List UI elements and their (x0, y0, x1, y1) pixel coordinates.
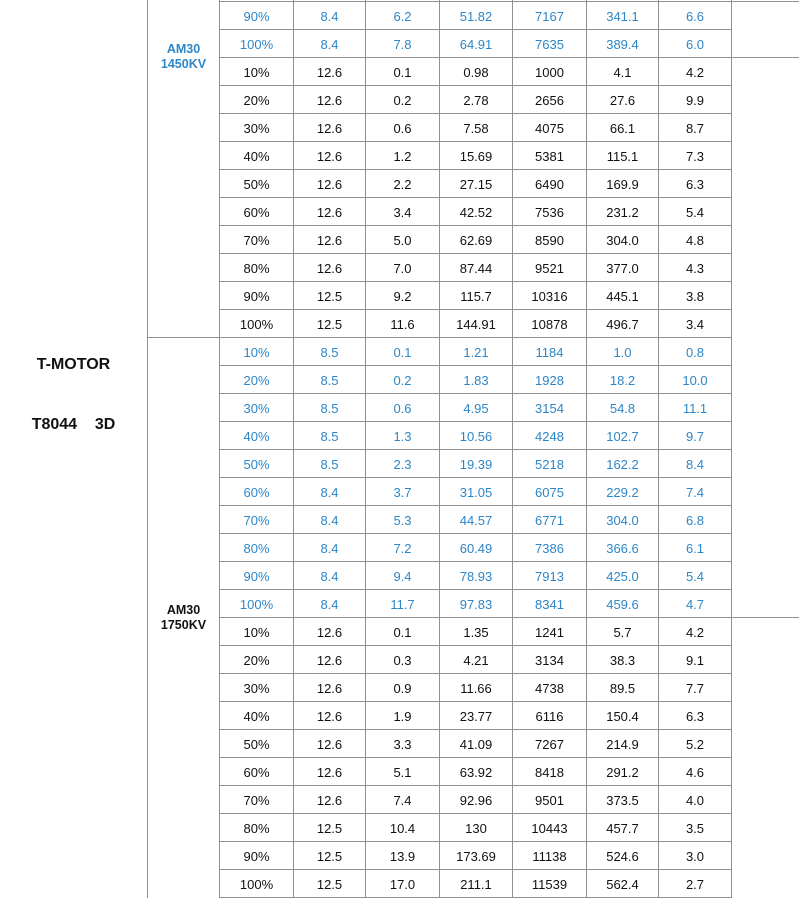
cell-power: 51.82 (459, 9, 493, 24)
cell-rpm: 11138 (532, 849, 567, 864)
cell-efficiency: 3.4 (685, 317, 705, 332)
cell-thrust: 373.5 (606, 793, 639, 808)
cell-power: 92.96 (459, 793, 493, 808)
row-border (220, 477, 732, 478)
cell-voltage: 12.6 (316, 793, 343, 808)
row-border (220, 813, 732, 814)
cell-rpm: 1000 (535, 65, 564, 80)
cell-current: 3.3 (393, 737, 412, 752)
cell-thrust: 229.2 (606, 485, 639, 500)
cell-rpm: 5218 (535, 457, 564, 472)
cell-current: 2.2 (393, 177, 412, 192)
cell-voltage: 8.5 (320, 373, 339, 388)
row-border (220, 561, 732, 562)
cell-current: 9.4 (393, 569, 412, 584)
cell-rpm: 1184 (535, 345, 564, 360)
cell-efficiency: 4.2 (685, 625, 705, 640)
cell-power: 64.91 (459, 37, 493, 52)
cell-efficiency: 3.8 (685, 289, 705, 304)
cell-voltage: 12.6 (316, 149, 343, 164)
cell-power: 42.52 (459, 205, 493, 220)
cell-throttle: 50% (243, 737, 270, 752)
cell-efficiency: 8.7 (685, 121, 705, 136)
cell-throttle: 70% (243, 233, 270, 248)
cell-rpm: 10316 (531, 289, 568, 304)
cell-power: 87.44 (459, 261, 493, 276)
cell-rpm: 7913 (535, 569, 564, 584)
cell-power: 62.69 (459, 233, 493, 248)
cell-power: 15.69 (459, 149, 493, 164)
cell-current: 13.9 (389, 849, 416, 864)
cell-power: 60.49 (459, 541, 493, 556)
row-border (220, 85, 732, 86)
cell-thrust: 66.1 (609, 121, 636, 136)
cell-rpm: 6116 (535, 709, 564, 724)
cell-thrust: 89.5 (609, 681, 636, 696)
cell-voltage: 12.6 (316, 65, 343, 80)
cell-efficiency: 8.4 (685, 457, 705, 472)
cell-efficiency: 6.8 (685, 513, 705, 528)
motor-name (0, 315, 147, 475)
cell-efficiency: 6.0 (685, 37, 705, 52)
cell-throttle: 50% (243, 177, 270, 192)
row-border (220, 1, 799, 2)
row-border (220, 757, 732, 758)
cell-rpm: 6771 (535, 513, 564, 528)
cell-rpm: 6075 (535, 485, 564, 500)
cell-throttle: 100% (239, 37, 274, 52)
cell-efficiency: 6.3 (685, 177, 705, 192)
cell-power: 4.21 (463, 653, 489, 668)
cell-efficiency: 7.3 (685, 149, 705, 164)
cell-current: 0.3 (393, 653, 412, 668)
cell-thrust: 231.2 (606, 205, 639, 220)
row-border (220, 869, 732, 870)
cell-current: 1.3 (393, 429, 412, 444)
cell-voltage: 12.5 (316, 877, 343, 892)
cell-rpm: 4248 (535, 429, 564, 444)
cell-throttle: 90% (243, 569, 270, 584)
cell-throttle: 10% (243, 625, 270, 640)
cell-throttle: 40% (243, 429, 270, 444)
cell-thrust: 457.7 (606, 821, 639, 836)
cell-throttle: 40% (243, 709, 270, 724)
cell-throttle: 50% (243, 457, 270, 472)
cell-throttle: 60% (243, 485, 270, 500)
cell-thrust: 496.7 (606, 317, 639, 332)
cell-power: 173.69 (456, 849, 496, 864)
cell-efficiency: 9.9 (685, 93, 705, 108)
cell-efficiency: 5.4 (685, 569, 705, 584)
cell-voltage: 12.6 (316, 177, 343, 192)
cell-efficiency: 2.7 (685, 877, 705, 892)
row-border (220, 701, 732, 702)
row-border (220, 505, 732, 506)
cell-current: 0.1 (393, 345, 412, 360)
cell-efficiency: 4.0 (685, 793, 705, 808)
cell-thrust: 366.6 (606, 541, 639, 556)
cell-rpm: 1241 (535, 625, 564, 640)
prop-kv: 1450KV (160, 57, 207, 71)
cell-rpm: 9501 (535, 793, 564, 808)
cell-efficiency: 6.6 (685, 9, 705, 24)
cell-throttle: 70% (243, 513, 270, 528)
cell-throttle: 100% (239, 317, 274, 332)
cell-efficiency: 11.1 (682, 401, 708, 416)
cell-rpm: 9521 (535, 261, 564, 276)
cell-current: 0.6 (393, 401, 412, 416)
cell-efficiency: 3.0 (685, 849, 705, 864)
cell-rpm: 7167 (535, 9, 564, 24)
cell-voltage: 12.6 (316, 625, 343, 640)
cell-power: 211.1 (460, 877, 492, 892)
cell-current: 1.9 (393, 709, 412, 724)
cell-efficiency: 10.0 (682, 373, 708, 388)
cell-rpm: 4075 (535, 121, 564, 136)
cell-current: 11.7 (390, 597, 415, 612)
cell-current: 3.4 (393, 205, 412, 220)
cell-power: 1.21 (463, 345, 489, 360)
cell-thrust: 524.6 (606, 849, 639, 864)
cell-power: 4.95 (463, 401, 489, 416)
cell-voltage: 12.6 (316, 737, 343, 752)
cell-rpm: 7536 (535, 205, 564, 220)
cell-efficiency: 4.3 (685, 261, 705, 276)
prop-kv: 1750KV (160, 618, 207, 632)
cell-efficiency: 0.8 (685, 345, 705, 360)
cell-throttle: 10% (243, 345, 270, 360)
cell-thrust: 304.0 (606, 513, 639, 528)
cell-thrust: 562.4 (606, 877, 639, 892)
cell-voltage: 8.5 (320, 457, 339, 472)
cell-power: 130 (465, 821, 487, 836)
cell-thrust: 341.1 (606, 9, 639, 24)
cell-throttle: 10% (243, 65, 270, 80)
cell-power: 1.35 (463, 625, 489, 640)
row-border (220, 113, 732, 114)
cell-efficiency: 4.7 (685, 597, 705, 612)
cell-current: 0.6 (393, 121, 412, 136)
cell-power: 0.98 (463, 65, 489, 80)
cell-current: 0.1 (393, 65, 412, 80)
cell-rpm: 7267 (535, 737, 564, 752)
cell-current: 1.2 (393, 149, 412, 164)
cell-rpm: 10878 (531, 317, 568, 332)
cell-current: 5.3 (393, 513, 412, 528)
row-border (220, 841, 732, 842)
cell-current: 7.8 (393, 37, 412, 52)
cell-current: 5.0 (393, 233, 412, 248)
cell-thrust: 389.4 (606, 37, 639, 52)
row-border (220, 309, 732, 310)
cell-power: 97.83 (459, 597, 493, 612)
cell-voltage: 12.6 (316, 765, 343, 780)
prop-model: AM30 (166, 42, 201, 56)
cell-rpm: 11539 (531, 877, 568, 892)
cell-throttle: 30% (243, 681, 270, 696)
cell-voltage: 12.5 (316, 821, 343, 836)
cell-current: 6.2 (393, 9, 412, 24)
row-border (220, 533, 732, 534)
cell-efficiency: 3.5 (685, 821, 705, 836)
row-border (220, 29, 732, 30)
cell-current: 3.7 (393, 485, 412, 500)
cell-voltage: 8.5 (320, 345, 339, 360)
cell-voltage: 8.4 (320, 541, 339, 556)
row-border (220, 169, 732, 170)
row-border (220, 785, 732, 786)
cell-thrust: 425.0 (606, 569, 639, 584)
cell-thrust: 214.9 (606, 737, 639, 752)
cell-current: 5.1 (393, 765, 412, 780)
cell-voltage: 8.4 (320, 597, 339, 612)
cell-throttle: 70% (243, 793, 270, 808)
row-border (220, 393, 732, 394)
cell-power: 19.39 (459, 457, 493, 472)
cell-efficiency: 4.2 (685, 65, 705, 80)
cell-current: 9.2 (393, 289, 412, 304)
cell-rpm: 7386 (535, 541, 564, 556)
cell-thrust: 4.1 (613, 65, 632, 80)
cell-rpm: 6490 (535, 177, 564, 192)
cell-efficiency: 4.6 (685, 765, 705, 780)
motor-model: T8044 3D (31, 416, 116, 433)
cell-voltage: 8.4 (320, 9, 339, 24)
row-border (220, 729, 732, 730)
cell-power: 44.57 (459, 513, 493, 528)
group-separator (147, 337, 220, 338)
cell-power: 2.78 (463, 93, 489, 108)
row-border (220, 225, 732, 226)
cell-efficiency: 9.1 (685, 653, 705, 668)
cell-voltage: 8.5 (320, 429, 339, 444)
cell-power: 10.56 (459, 429, 493, 444)
cell-voltage: 12.6 (316, 681, 343, 696)
cell-current: 0.2 (393, 373, 412, 388)
cell-voltage: 12.6 (316, 709, 343, 724)
cell-power: 144.91 (456, 317, 496, 332)
cell-voltage: 8.4 (320, 37, 339, 52)
cell-rpm: 8418 (535, 765, 564, 780)
prop-label-1750kv (147, 603, 220, 633)
cell-rpm: 1928 (535, 373, 564, 388)
cell-power: 115.7 (460, 289, 492, 304)
cell-throttle: 60% (243, 765, 270, 780)
cell-power: 23.77 (459, 709, 493, 724)
cell-power: 78.93 (459, 569, 493, 584)
cell-voltage: 8.5 (320, 401, 339, 416)
cell-thrust: 162.2 (606, 457, 639, 472)
cell-thrust: 459.6 (606, 597, 639, 612)
cell-efficiency: 7.4 (685, 485, 705, 500)
cell-rpm: 8590 (535, 233, 564, 248)
cell-throttle: 80% (243, 821, 270, 836)
cell-power: 7.58 (463, 121, 489, 136)
cell-power: 1.83 (463, 373, 489, 388)
cell-efficiency: 9.7 (685, 429, 705, 444)
cell-throttle: 90% (243, 289, 270, 304)
cell-current: 0.2 (393, 93, 412, 108)
cell-rpm: 5381 (535, 149, 564, 164)
prop-model: AM30 (166, 603, 201, 617)
cell-current: 0.1 (393, 625, 412, 640)
cell-throttle: 30% (243, 401, 270, 416)
cell-voltage: 12.5 (316, 317, 343, 332)
cell-throttle: 40% (243, 149, 270, 164)
row-border (220, 645, 732, 646)
cell-voltage: 12.6 (316, 233, 343, 248)
cell-efficiency: 7.7 (685, 681, 705, 696)
cell-rpm: 10443 (531, 821, 568, 836)
cell-throttle: 90% (243, 9, 270, 24)
cell-rpm: 4738 (535, 681, 564, 696)
cell-thrust: 102.7 (606, 429, 639, 444)
cell-throttle: 80% (243, 541, 270, 556)
cell-current: 10.4 (389, 821, 416, 836)
cell-thrust: 38.3 (609, 653, 636, 668)
cell-throttle: 100% (239, 597, 274, 612)
cell-throttle: 100% (239, 877, 274, 892)
cell-throttle: 90% (243, 849, 270, 864)
cell-throttle: 80% (243, 261, 270, 276)
cell-voltage: 12.6 (316, 205, 343, 220)
cell-thrust: 150.4 (606, 709, 639, 724)
cell-rpm: 8341 (535, 597, 564, 612)
cell-thrust: 1.0 (613, 345, 632, 360)
cell-voltage: 8.4 (320, 569, 339, 584)
row-border (220, 253, 732, 254)
cell-voltage: 12.6 (316, 653, 343, 668)
cell-thrust: 445.1 (606, 289, 639, 304)
cell-throttle: 20% (243, 93, 270, 108)
cell-throttle: 20% (243, 373, 270, 388)
cell-voltage: 12.6 (316, 93, 343, 108)
row-border (220, 197, 732, 198)
cell-throttle: 60% (243, 205, 270, 220)
motor-brand: T-MOTOR (36, 356, 111, 373)
cell-current: 7.0 (393, 261, 412, 276)
cell-thrust: 115.1 (606, 149, 639, 164)
cell-throttle: 30% (243, 121, 270, 136)
row-border (220, 449, 732, 450)
row-border (220, 337, 732, 338)
cell-current: 2.3 (393, 457, 412, 472)
cell-power: 27.15 (459, 177, 493, 192)
cell-thrust: 27.6 (609, 93, 636, 108)
cell-power: 63.92 (459, 765, 493, 780)
row-border (220, 57, 799, 58)
cell-efficiency: 6.3 (685, 709, 705, 724)
cell-rpm: 2656 (535, 93, 564, 108)
cell-thrust: 54.8 (609, 401, 636, 416)
cell-voltage: 8.4 (320, 513, 339, 528)
cell-thrust: 377.0 (606, 261, 639, 276)
cell-thrust: 291.2 (606, 765, 639, 780)
row-border (220, 589, 732, 590)
row-border (220, 617, 799, 618)
cell-current: 7.4 (393, 793, 412, 808)
cell-voltage: 8.4 (320, 485, 339, 500)
cell-voltage: 12.5 (316, 849, 343, 864)
cell-efficiency: 4.8 (685, 233, 705, 248)
row-border (220, 365, 732, 366)
cell-efficiency: 5.4 (685, 205, 705, 220)
cell-current: 7.2 (393, 541, 412, 556)
cell-efficiency: 5.2 (685, 737, 705, 752)
cell-current: 17.0 (389, 877, 416, 892)
row-border (220, 281, 732, 282)
cell-voltage: 12.5 (316, 289, 343, 304)
cell-rpm: 3134 (535, 653, 564, 668)
cell-voltage: 12.6 (316, 121, 343, 136)
cell-throttle: 20% (243, 653, 270, 668)
cell-thrust: 169.9 (606, 177, 639, 192)
cell-current: 11.6 (390, 317, 415, 332)
prop-label-1450kv (147, 42, 220, 72)
cell-power: 11.66 (460, 681, 492, 696)
cell-thrust: 18.2 (609, 373, 636, 388)
cell-power: 41.09 (459, 737, 493, 752)
cell-thrust: 5.7 (613, 625, 632, 640)
row-border (220, 421, 732, 422)
cell-efficiency: 6.1 (685, 541, 705, 556)
row-border (220, 673, 732, 674)
cell-current: 0.9 (393, 681, 412, 696)
cell-thrust: 304.0 (606, 233, 639, 248)
cell-rpm: 3154 (535, 401, 564, 416)
cell-rpm: 7635 (535, 37, 564, 52)
border-left (147, 0, 148, 898)
row-border (220, 141, 732, 142)
cell-voltage: 12.6 (316, 261, 343, 276)
cell-power: 31.05 (459, 485, 493, 500)
